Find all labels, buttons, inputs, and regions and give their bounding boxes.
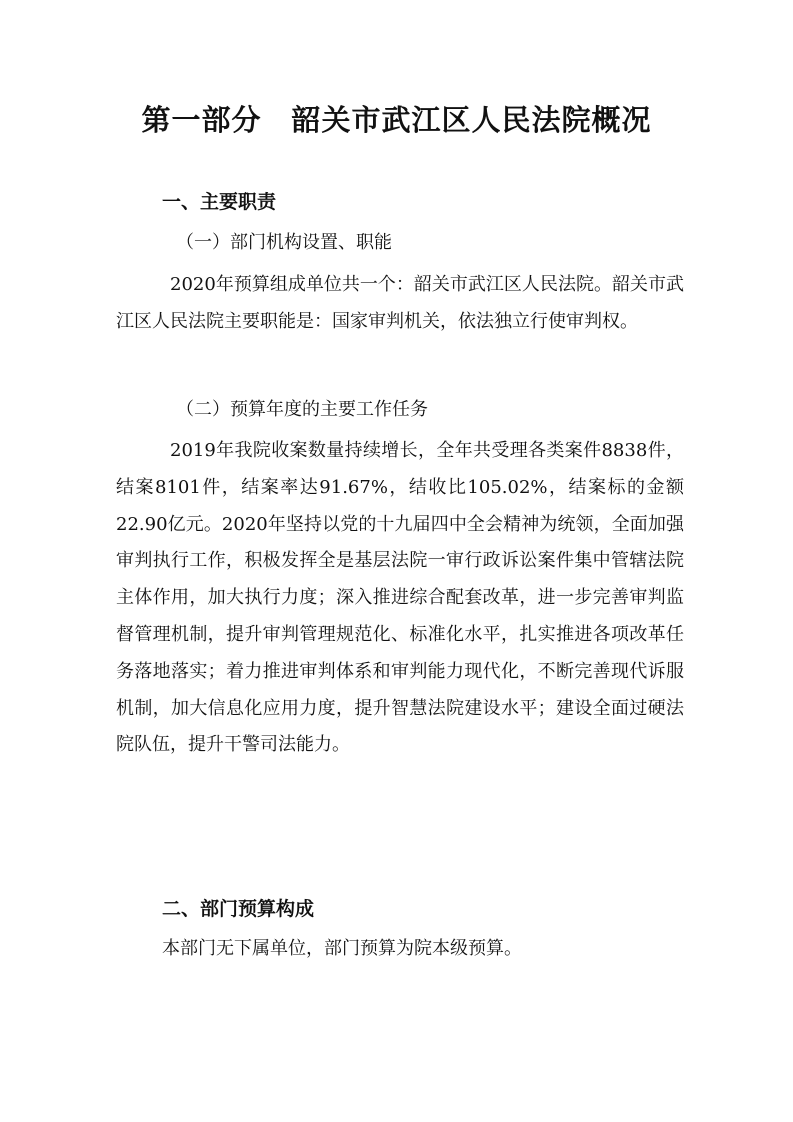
paragraph-annual-tasks: 2019年我院收案数量持续增长，全年共受理各类案件8838件，结案8101件，结案率达91.67%，结收比105.02%，结案标的金额22.90亿元。2020年坚持以党的十九届四中全会精神为统领，全面加强审判执行工作，积极发挥全是基层法院一审行政诉讼案件集中管辖法院主体作用，加大执行力度；深入推进综合配套改革，进一步完善审判监督管理机制，提升审判管理规范化、标准化水平，扎实推进各项改革任务落地落实；着力推进审判体系和审判能力现代化，不断完善现代诉服机制，加大信息化应用力度，提升智慧法院建设水平；建设全面过硬法院队伍，提升干警司法能力。 (116, 440, 684, 756)
page-title: 第一部分 韶关市武江区人民法院概况 (141, 103, 652, 137)
subsection-heading-organization: （一）部门机构设置、职能 (176, 232, 392, 253)
paragraph-budget-composition: 本部门无下属单位，部门预算为院本级预算。 (162, 938, 522, 959)
paragraph-organization-functions: 2020年预算组成单位共一个：韶关市武江区人民法院。韶关市武江区人民法院主要职能是：国家审判机关，依法独立行使审判权。 (116, 274, 684, 332)
section-heading-main-duties: 一、主要职责 (162, 191, 277, 213)
section-heading-budget-composition: 二、部门预算构成 (162, 898, 315, 920)
subsection-heading-annual-tasks: （二）预算年度的主要工作任务 (176, 399, 428, 420)
